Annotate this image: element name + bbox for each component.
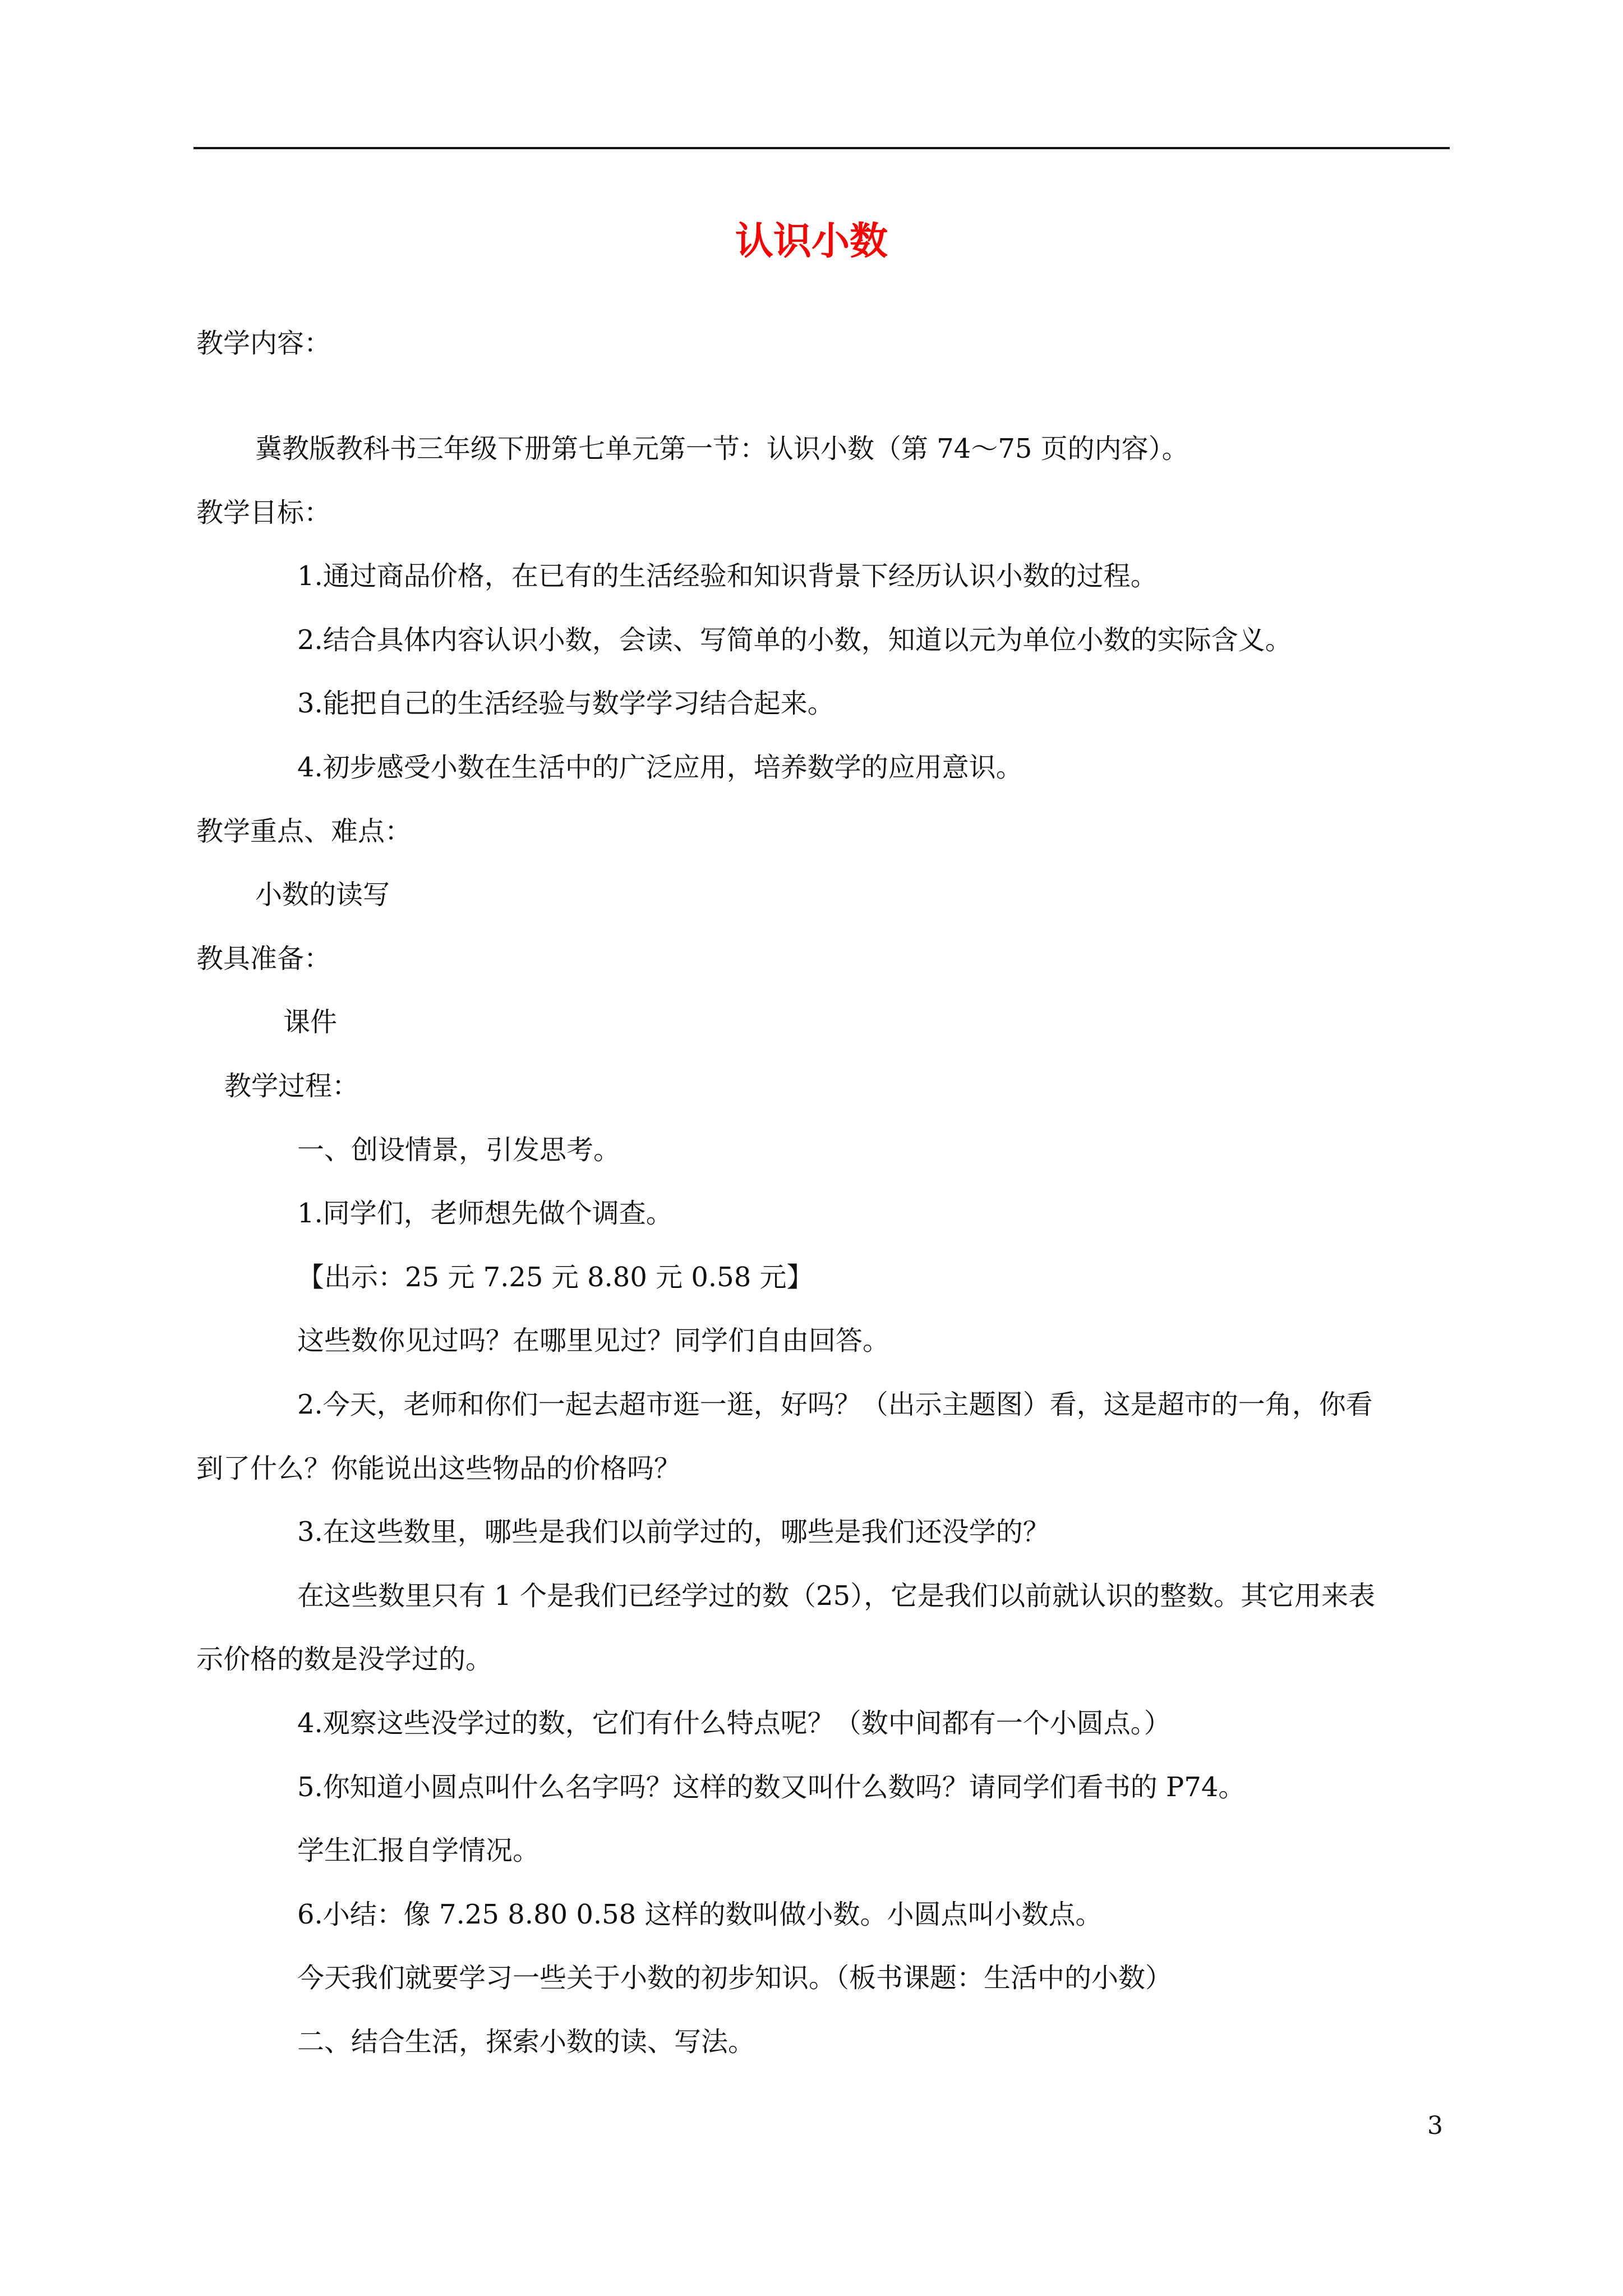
document-title: 认识小数 [735, 219, 888, 264]
section-heading-materials: 教具准备： [196, 943, 331, 974]
process-paragraph-self-study: 学生汇报自学情况。 [297, 1835, 540, 1866]
process-step-heading-1: 一、创设情景，引发思考。 [297, 1134, 621, 1166]
process-item-2: 2.今天，老师和你们一起去超市逛一逛，好吗？（出示主题图）看，这是超市的一角，你看 [297, 1389, 1373, 1420]
goal-item-3: 3.能把自己的生活经验与数学学习结合起来。 [297, 688, 834, 719]
process-step-heading-2: 二、结合生活，探索小数的读、写法。 [297, 2026, 755, 2058]
section-heading-teaching-content: 教学内容： [196, 328, 331, 359]
process-paragraph-today: 今天我们就要学习一些关于小数的初步知识。（板书课题：生活中的小数） [297, 1962, 1173, 1994]
section-heading-teaching-process: 教学过程： [224, 1070, 359, 1102]
process-item-5: 5.你知道小圆点叫什么名字吗？这样的数又叫什么数吗？请同学们看书的 P74。 [297, 1772, 1246, 1803]
section-heading-teaching-goals: 教学目标： [196, 497, 331, 528]
goal-item-2: 2.结合具体内容认识小数，会读、写简单的小数，知道以元为单位小数的实际含义。 [297, 624, 1292, 656]
header-rule [193, 147, 1450, 149]
section-heading-key-points: 教学重点、难点： [196, 816, 412, 847]
process-item-1: 1.同学们，老师想先做个调查。 [297, 1198, 673, 1229]
paragraph-materials: 课件 [283, 1006, 338, 1038]
process-display-prices: 【出示：25 元 7.25 元 8.80 元 0.58 元】 [297, 1262, 814, 1293]
process-item-4: 4.观察这些没学过的数，它们有什么特点呢？（数中间都有一个小圆点。） [297, 1708, 1171, 1739]
process-paragraph-questions: 这些数你见过吗？在哪里见过？同学们自由回答。 [297, 1325, 890, 1356]
paragraph-textbook-reference: 冀教版教科书三年级下册第七单元第一节：认识小数（第 74～75 页的内容）。 [255, 433, 1189, 464]
process-item-2-continued: 到了什么？你能说出这些物品的价格吗？ [196, 1453, 681, 1484]
process-paragraph-integer-continued: 示价格的数是没学过的。 [196, 1644, 493, 1675]
goal-item-4: 4.初步感受小数在生活中的广泛应用，培养数学的应用意识。 [297, 752, 1023, 783]
paragraph-key-points: 小数的读写 [255, 879, 390, 910]
page-number: 3 [1427, 2111, 1443, 2140]
process-item-6-summary: 6.小结：像 7.25 8.80 0.58 这样的数叫做小数。小圆点叫小数点。 [297, 1899, 1103, 1930]
goal-item-1: 1.通过商品价格，在已有的生活经验和知识背景下经历认识小数的过程。 [297, 560, 1158, 592]
process-paragraph-integer: 在这些数里只有 1 个是我们已经学过的数（25），它是我们以前就认识的整数。其它用来表 [297, 1580, 1376, 1612]
process-item-3: 3.在这些数里，哪些是我们以前学过的，哪些是我们还没学的？ [297, 1516, 1050, 1548]
